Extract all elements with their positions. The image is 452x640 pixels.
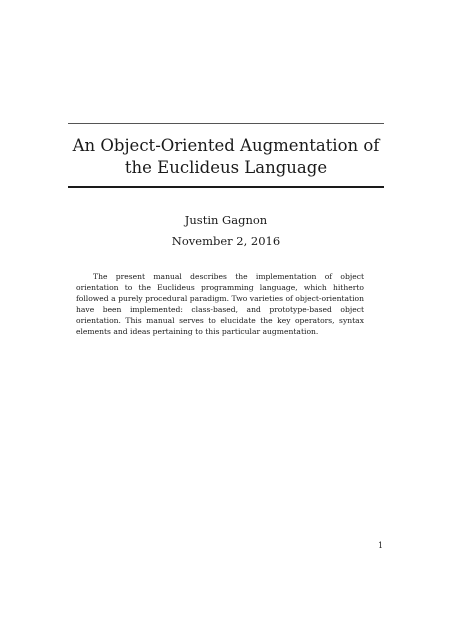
title-top-rule	[68, 123, 384, 124]
document-title: An Object-Oriented Augmentation of the Euclideus Language	[72, 136, 380, 177]
document-date: November 2, 2016	[171, 234, 281, 248]
author-name: Justin Gagnon	[184, 213, 268, 227]
title-bottom-rule	[68, 186, 384, 188]
page-number: 1	[378, 541, 384, 550]
abstract-paragraph: The present manual describes the implementation of object orientation to the Euclideus programming language, which hitherto followed a purely procedural paradigm. Two varieties of object-orientation have been implemented: class-based, and prototype-based object orientation. This manual serves to elucidate the key operators, syntax elements and ideas pertaining to this particular augmentation.	[76, 272, 364, 336]
